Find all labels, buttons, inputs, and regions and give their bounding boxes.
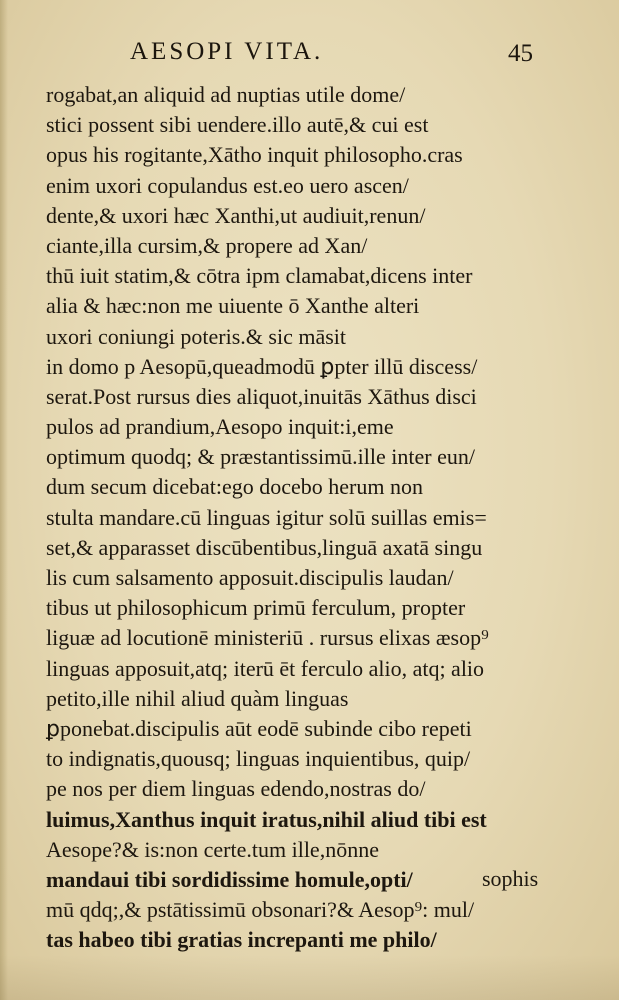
text-line: liguæ ad locutionē ministeriū . rursus elixas æsop⁹ [46, 625, 489, 651]
text-line: set,& apparasset discūbentibus,linguā axatā singu [46, 534, 483, 560]
text-line: tas habeo tibi gratias increpanti me philo/ [46, 927, 437, 953]
text-line: Aesope?& is:non certe.tum ille,nōnne [46, 836, 379, 862]
text-line: ciante,illa cursim,& propere ad Xan/ [46, 232, 368, 258]
text-line: optimum quodq; & præstantissimū.ille inter eun/ [46, 444, 475, 470]
text-line: luimus,Xanthus inquit iratus,nihil aliud tibi est [46, 806, 487, 832]
text-line: stici possent sibi uendere.illo autē,& cui est [46, 112, 429, 138]
body-text [46, 80, 489, 955]
text-line: mandaui tibi sordidissime homule,opti/ [46, 866, 413, 892]
text-line: lis cum salsamento apposuit.discipulis laudan/ [46, 565, 454, 590]
text-line: rogabat,an aliquid ad nuptias utile dome/ [46, 82, 406, 107]
text-line: petito,ille nihil aliud quàm linguas [46, 685, 349, 711]
page-edge-shading [0, 0, 8, 1000]
text-line: tibus ut philosophicum primū ferculum, propter [46, 595, 466, 621]
page-number: 45 [508, 40, 533, 67]
text-line: pe nos per diem linguas edendo,nostras do/ [46, 776, 426, 802]
text-line: dente,& uxori hæc Xanthi,ut audiuit,renun/ [46, 202, 426, 228]
text-line: to indignatis,quousq; linguas inquientibus, quip/ [46, 746, 471, 772]
page-bottom-shading [0, 955, 619, 1000]
text-line: enim uxori copulandus est.eo uero ascen/ [46, 172, 409, 198]
text-line: pulos ad prandium,Aesopo inquit:i,eme [46, 414, 394, 440]
text-line: alia & hæc:non me uiuente ō Xanthe alteri [46, 293, 420, 319]
text-line: serat.Post rursus dies aliquot,inuitās Xāthus disci [46, 383, 477, 409]
text-line: in domo p Aesopū,queadmodū ꝑpter illū discess/ [46, 353, 478, 379]
text-line: opus his rogitante,Xātho inquit philosopho.cras [46, 142, 463, 168]
text-line: ꝑponebat.discipulis aūt eodē subinde cibo repeti [46, 715, 472, 741]
running-header: AESOPI VITA. [130, 38, 324, 65]
text-line: uxori coniungi poteris.& sic māsit [46, 323, 347, 349]
text-line: linguas apposuit,atq; iterū ēt ferculo alio, atq; alio [46, 655, 485, 681]
catchword: sophis [482, 866, 539, 891]
text-line: dum secum dicebat:ego docebo herum non [46, 474, 423, 500]
text-line: mū qdq;,& pstātissimū obsonari?& Aesop⁹: mul/ [46, 897, 475, 923]
text-line: thū iuit statim,& cōtra ipm clamabat,dicens inter [46, 263, 473, 289]
text-line: stulta mandare.cū linguas igitur solū suillas emis= [46, 504, 487, 530]
